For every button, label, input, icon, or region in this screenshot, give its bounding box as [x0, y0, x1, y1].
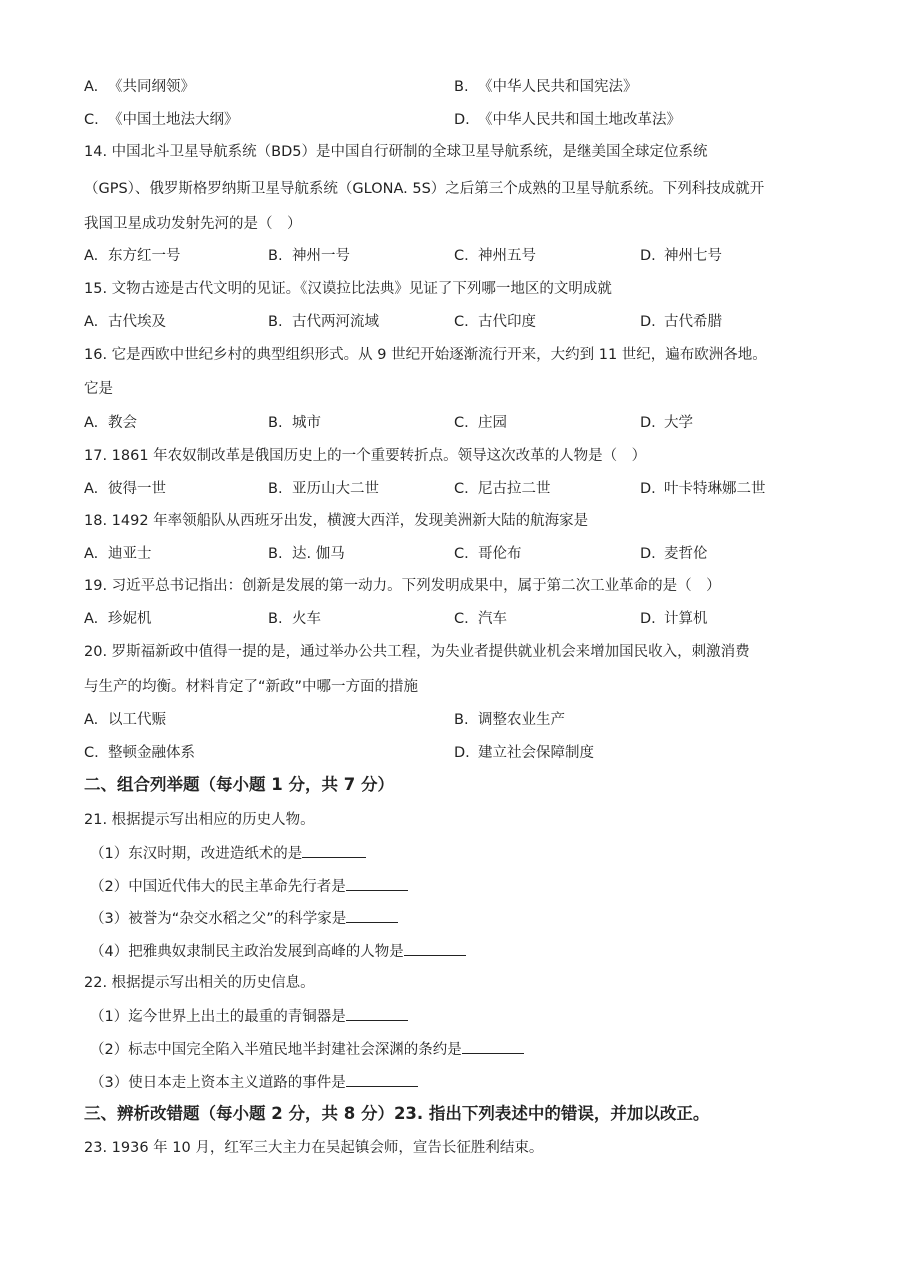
- q16-option-a: A. 教会: [84, 415, 137, 431]
- q13-option-d: D. 《中华人民共和国土地改革法》: [454, 112, 681, 128]
- q14-option-c: C. 神州五号: [454, 248, 536, 264]
- q14-option-a: A. 东方红一号: [84, 248, 181, 264]
- q23-stem: 23. 1936 年 10 月，红军三大主力在吴起镇会师，宣告长征胜利结束。: [84, 1140, 544, 1156]
- q16-option-d: D. 大学: [640, 415, 693, 431]
- q14-stem-line3: 我国卫星成功发射先河的是（ ）: [84, 216, 302, 232]
- answer-blank[interactable]: [302, 843, 366, 858]
- q19-stem: 19. 习近平总书记指出：创新是发展的第一动力。下列发明成果中，属于第二次工业革命的是（ ）: [84, 578, 721, 594]
- q21-stem: 21. 根据提示写出相应的历史人物。: [84, 812, 315, 828]
- answer-blank[interactable]: [404, 941, 466, 956]
- q19-option-a: A. 珍妮机: [84, 611, 152, 627]
- q17-option-b: B. 亚历山大二世: [268, 481, 379, 497]
- q20-option-d: D. 建立社会保障制度: [454, 745, 594, 761]
- q17-option-d: D. 叶卡特琳娜二世: [640, 481, 766, 497]
- q21-item-1: （1）东汉时期，改进造纸术的是: [90, 843, 366, 864]
- q13-option-a: A. 《共同纲领》: [84, 79, 195, 95]
- q15-option-c: C. 古代印度: [454, 314, 536, 330]
- q19-option-c: C. 汽车: [454, 611, 507, 627]
- q18-option-d: D. 麦哲伦: [640, 546, 708, 562]
- q17-option-a: A. 彼得一世: [84, 481, 166, 497]
- section2-heading: 二、组合列举题（每小题 1 分，共 7 分）: [84, 775, 394, 794]
- q16-stem-line2: 它是: [84, 381, 113, 397]
- q14-option-b: B. 神州一号: [268, 248, 350, 264]
- q22-stem: 22. 根据提示写出相关的历史信息。: [84, 975, 315, 991]
- answer-blank[interactable]: [346, 876, 408, 891]
- q19-option-b: B. 火车: [268, 611, 321, 627]
- answer-blank[interactable]: [462, 1039, 524, 1054]
- answer-blank[interactable]: [346, 1072, 418, 1087]
- q16-stem-line1: 16. 它是西欧中世纪乡村的典型组织形式。从 9 世纪开始逐渐流行开来，大约到 11 世纪，遍布欧洲各地。: [84, 347, 767, 363]
- q16-option-c: C. 庄园: [454, 415, 507, 431]
- q18-stem: 18. 1492 年率领船队从西班牙出发，横渡大西洋，发现美洲新大陆的航海家是: [84, 513, 589, 529]
- q21-item-2: （2）中国近代伟大的民主革命先行者是: [90, 876, 408, 897]
- q22-item-3: （3）使日本走上资本主义道路的事件是: [90, 1072, 418, 1093]
- q14-stem-line2: （GPS）、俄罗斯格罗纳斯卫星导航系统（GLONA. 5S）之后第三个成熟的卫星导航系统。下列科技成就开: [84, 181, 765, 197]
- q20-option-a: A. 以工代赈: [84, 712, 166, 728]
- q13-option-b: B. 《中华人民共和国宪法》: [454, 79, 638, 95]
- q22-item-2: （2）标志中国完全陷入半殖民地半封建社会深渊的条约是: [90, 1039, 524, 1060]
- q16-option-b: B. 城市: [268, 415, 321, 431]
- q15-stem: 15. 文物古迹是古代文明的见证。《汉谟拉比法典》见证了下列哪一地区的文明成就: [84, 281, 612, 297]
- q14-stem-line1: 14. 中国北斗卫星导航系统（BD5）是中国自行研制的全球卫星导航系统，是继美国全球定位系统: [84, 144, 708, 160]
- q20-stem-line2: 与生产的均衡。材料肯定了“新政”中哪一方面的措施: [84, 679, 419, 695]
- q15-option-a: A. 古代埃及: [84, 314, 166, 330]
- q13-option-c: C. 《中国土地法大纲》: [84, 112, 239, 128]
- q22-item-1: （1）迄今世界上出土的最重的青铜器是: [90, 1006, 408, 1027]
- q17-stem: 17. 1861 年农奴制改革是俄国历史上的一个重要转折点。领导这次改革的人物是（ ）: [84, 448, 647, 464]
- q21-item-4: （4）把雅典奴隶制民主政治发展到高峰的人物是: [90, 941, 466, 962]
- answer-blank[interactable]: [346, 908, 398, 923]
- q14-option-d: D. 神州七号: [640, 248, 722, 264]
- q15-option-b: B. 古代两河流域: [268, 314, 379, 330]
- q20-option-b: B. 调整农业生产: [454, 712, 565, 728]
- q18-option-a: A. 迪亚士: [84, 546, 152, 562]
- q19-option-d: D. 计算机: [640, 611, 708, 627]
- q21-item-3: （3）被誉为“杂交水稻之父”的科学家是: [90, 908, 398, 929]
- q18-option-c: C. 哥伦布: [454, 546, 522, 562]
- q20-stem-line1: 20. 罗斯福新政中值得一提的是，通过举办公共工程，为失业者提供就业机会来增加国民收入，刺激消费: [84, 644, 750, 660]
- q17-option-c: C. 尼古拉二世: [454, 481, 551, 497]
- q20-option-c: C. 整顿金融体系: [84, 745, 195, 761]
- section3-heading: 三、辨析改错题（每小题 2 分，共 8 分）23. 指出下列表述中的错误，并加以改正。: [84, 1104, 710, 1123]
- answer-blank[interactable]: [346, 1006, 408, 1021]
- q18-option-b: B. 达. 伽马: [268, 546, 345, 562]
- q15-option-d: D. 古代希腊: [640, 314, 722, 330]
